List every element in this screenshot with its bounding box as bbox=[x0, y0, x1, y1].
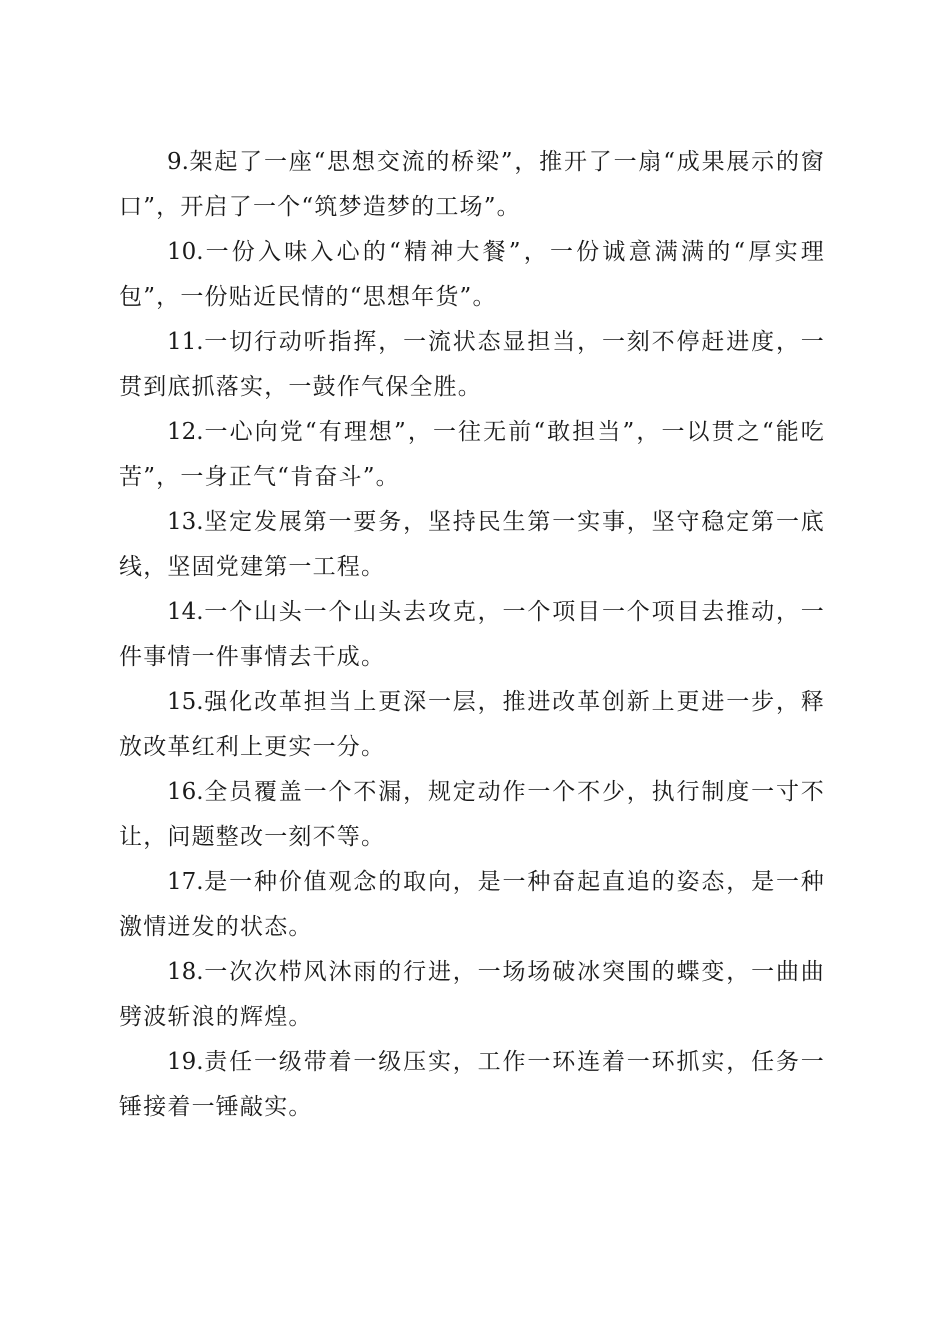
paragraph-text: 强化改革担当上更深一层，推进改革创新上更进一步，释放改革红利上更实一分。 bbox=[119, 689, 825, 760]
paragraph-number: 12. bbox=[167, 419, 204, 445]
paragraph-text: 坚定发展第一要务，坚持民生第一实事，坚守稳定第一底线，坚固党建第一工程。 bbox=[119, 509, 825, 580]
paragraph-number: 13. bbox=[167, 509, 204, 535]
paragraph-13 bbox=[119, 500, 825, 590]
paragraph-text: 是一种价值观念的取向，是一种奋起直追的姿态，是一种激情迸发的状态。 bbox=[119, 869, 825, 940]
paragraph-text: 一个山头一个山头去攻克，一个项目一个项目去推动，一件事情一件事情去干成。 bbox=[119, 599, 825, 670]
paragraph-16 bbox=[119, 770, 825, 860]
paragraph-number: 15. bbox=[167, 689, 204, 715]
paragraph-text: 责任一级带着一级压实，工作一环连着一环抓实，任务一锤接着一锤敲实。 bbox=[119, 1049, 825, 1120]
paragraph-text: 架起了一座“思想交流的桥梁”，推开了一扇“成果展示的窗口”，开启了一个“筑梦造梦的工场”。 bbox=[119, 149, 825, 220]
paragraph-text: 一切行动听指挥，一流状态显担当，一刻不停赶进度，一贯到底抓落实，一鼓作气保全胜。 bbox=[119, 329, 825, 400]
paragraph-number: 11. bbox=[167, 329, 204, 355]
paragraph-number: 19. bbox=[167, 1049, 204, 1075]
paragraph-10 bbox=[119, 230, 825, 320]
paragraph-15 bbox=[119, 680, 825, 770]
paragraph-11 bbox=[119, 320, 825, 410]
paragraph-number: 14. bbox=[167, 599, 204, 625]
paragraph-text: 一份入味入心的“精神大餐”，一份诚意满满的“厚实理包”，一份贴近民情的“思想年货”。 bbox=[119, 239, 825, 310]
paragraph-number: 10. bbox=[167, 239, 204, 265]
paragraph-17 bbox=[119, 860, 825, 950]
paragraph-text: 一次次栉风沐雨的行进，一场场破冰突围的蝶变，一曲曲劈波斩浪的辉煌。 bbox=[119, 959, 825, 1030]
paragraph-9 bbox=[119, 140, 825, 230]
paragraph-12 bbox=[119, 410, 825, 500]
paragraph-number: 18. bbox=[167, 959, 204, 985]
paragraph-number: 9. bbox=[167, 149, 189, 175]
paragraph-18 bbox=[119, 950, 825, 1040]
paragraph-text: 全员覆盖一个不漏，规定动作一个不少，执行制度一寸不让，问题整改一刻不等。 bbox=[119, 779, 825, 850]
paragraph-text: 一心向党“有理想”，一往无前“敢担当”，一以贯之“能吃苦”，一身正气“肯奋斗”。 bbox=[119, 419, 825, 490]
paragraph-number: 16. bbox=[167, 779, 204, 805]
paragraph-number: 17. bbox=[167, 869, 204, 895]
paragraph-19 bbox=[119, 1040, 825, 1130]
paragraph-14 bbox=[119, 590, 825, 680]
document-body bbox=[119, 140, 825, 1130]
